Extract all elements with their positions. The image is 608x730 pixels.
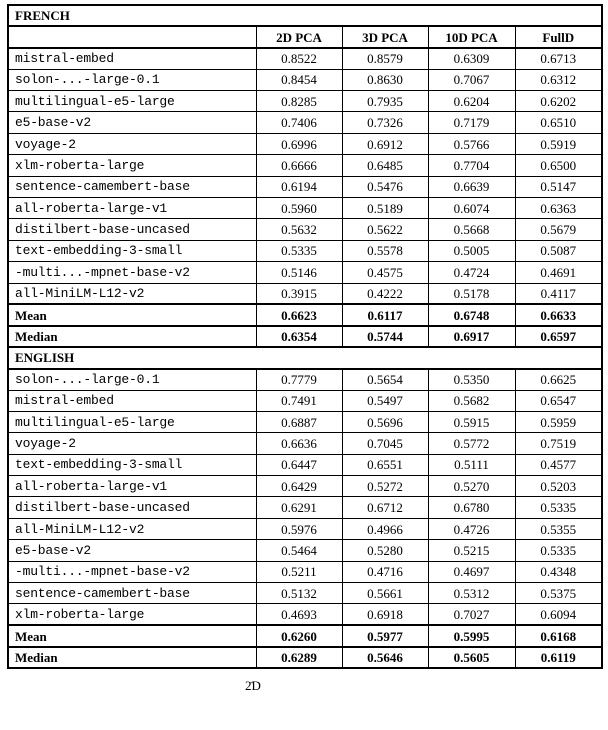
value-cell: 0.6887: [256, 411, 342, 432]
value-cell: 0.4575: [342, 262, 428, 283]
value-cell: 0.7935: [342, 91, 428, 112]
model-name-cell: distilbert-base-uncased: [8, 219, 256, 240]
model-name-cell: e5-base-v2: [8, 112, 256, 133]
value-cell: 0.6639: [428, 176, 515, 197]
value-cell: 0.6260: [256, 625, 342, 646]
value-cell: 0.8454: [256, 69, 342, 90]
value-cell: 0.4222: [342, 283, 428, 304]
value-cell: 0.5622: [342, 219, 428, 240]
value-cell: 0.5335: [256, 240, 342, 261]
table-row: [8, 369, 602, 390]
value-cell: 0.8579: [342, 48, 428, 69]
value-cell: 0.6168: [515, 625, 602, 646]
value-cell: 0.6354: [256, 326, 342, 347]
model-name-cell: sentence-camembert-base: [8, 583, 256, 604]
value-cell: 0.6485: [342, 155, 428, 176]
value-cell: 0.5632: [256, 219, 342, 240]
value-cell: 0.5977: [342, 625, 428, 646]
table-row: [8, 112, 602, 133]
model-name-cell: all-roberta-large-v1: [8, 198, 256, 219]
value-cell: 0.6597: [515, 326, 602, 347]
section-title-english: ENGLISH: [8, 347, 602, 368]
table-row: [8, 219, 602, 240]
column-header: 10D PCA: [428, 26, 515, 47]
value-cell: 0.5087: [515, 240, 602, 261]
value-cell: 0.4716: [342, 561, 428, 582]
table-row: [8, 283, 602, 304]
value-cell: 0.6996: [256, 133, 342, 154]
summary-label-cell: Mean: [8, 625, 256, 646]
value-cell: 0.4697: [428, 561, 515, 582]
value-cell: 0.6117: [342, 304, 428, 325]
value-cell: 0.4726: [428, 518, 515, 539]
caption-fragment: 2̄D: [245, 678, 261, 694]
value-cell: 0.4577: [515, 454, 602, 475]
table-row: [8, 390, 602, 411]
value-cell: 0.6429: [256, 476, 342, 497]
model-name-cell: xlm-roberta-large: [8, 604, 256, 625]
value-cell: 0.5497: [342, 390, 428, 411]
value-cell: 0.5959: [515, 411, 602, 432]
table-row: [8, 518, 602, 539]
value-cell: 0.5178: [428, 283, 515, 304]
value-cell: 0.5976: [256, 518, 342, 539]
value-cell: 0.6780: [428, 497, 515, 518]
value-cell: 0.4724: [428, 262, 515, 283]
model-name-cell: solon-...-large-0.1: [8, 369, 256, 390]
value-cell: 0.4693: [256, 604, 342, 625]
table-row: [8, 561, 602, 582]
value-cell: 0.6912: [342, 133, 428, 154]
value-cell: 0.5111: [428, 454, 515, 475]
value-cell: 0.4117: [515, 283, 602, 304]
value-cell: 0.6309: [428, 48, 515, 69]
value-cell: 0.5215: [428, 540, 515, 561]
value-cell: 0.5132: [256, 583, 342, 604]
value-cell: 0.4348: [515, 561, 602, 582]
table-row: [8, 604, 602, 625]
results-table: [7, 4, 603, 669]
value-cell: 0.7326: [342, 112, 428, 133]
value-cell: 0.8285: [256, 91, 342, 112]
value-cell: 0.5280: [342, 540, 428, 561]
value-cell: 0.7179: [428, 112, 515, 133]
value-cell: 0.5646: [342, 647, 428, 668]
model-name-cell: mistral-embed: [8, 48, 256, 69]
column-header: 2D PCA: [256, 26, 342, 47]
value-cell: 0.6636: [256, 433, 342, 454]
value-cell: 0.5696: [342, 411, 428, 432]
column-header: 3D PCA: [342, 26, 428, 47]
value-cell: 0.5355: [515, 518, 602, 539]
table-row: [8, 240, 602, 261]
value-cell: 0.6748: [428, 304, 515, 325]
value-cell: 0.5189: [342, 198, 428, 219]
value-cell: 0.5146: [256, 262, 342, 283]
value-cell: 0.5476: [342, 176, 428, 197]
value-cell: 0.5203: [515, 476, 602, 497]
model-name-cell: -multi...-mpnet-base-v2: [8, 561, 256, 582]
value-cell: 0.5682: [428, 390, 515, 411]
table-row: [8, 304, 602, 325]
value-cell: 0.6363: [515, 198, 602, 219]
summary-label-cell: Median: [8, 647, 256, 668]
model-name-cell: sentence-camembert-base: [8, 176, 256, 197]
table-row: [8, 476, 602, 497]
value-cell: 0.6194: [256, 176, 342, 197]
table-row: [8, 326, 602, 347]
value-cell: 0.5147: [515, 176, 602, 197]
value-cell: 0.4691: [515, 262, 602, 283]
value-cell: 0.6289: [256, 647, 342, 668]
table-row: [8, 91, 602, 112]
value-cell: 0.6918: [342, 604, 428, 625]
model-name-cell: -multi...-mpnet-base-v2: [8, 262, 256, 283]
model-name-cell: text-embedding-3-small: [8, 454, 256, 475]
value-cell: 0.6633: [515, 304, 602, 325]
model-name-cell: e5-base-v2: [8, 540, 256, 561]
model-name-cell: voyage-2: [8, 433, 256, 454]
results-table-body: [8, 5, 602, 668]
value-cell: 0.6119: [515, 647, 602, 668]
value-cell: 0.5605: [428, 647, 515, 668]
value-cell: 0.5654: [342, 369, 428, 390]
value-cell: 0.5350: [428, 369, 515, 390]
value-cell: 0.4966: [342, 518, 428, 539]
table-row: [8, 411, 602, 432]
table-row: [8, 433, 602, 454]
value-cell: 0.5335: [515, 540, 602, 561]
column-header: FullD: [515, 26, 602, 47]
model-name-cell: mistral-embed: [8, 390, 256, 411]
model-name-cell: text-embedding-3-small: [8, 240, 256, 261]
value-cell: 0.5312: [428, 583, 515, 604]
table-row: [8, 454, 602, 475]
header-empty-cell: [8, 26, 256, 47]
value-cell: 0.5766: [428, 133, 515, 154]
value-cell: 0.5464: [256, 540, 342, 561]
summary-label-cell: Mean: [8, 304, 256, 325]
value-cell: 0.6551: [342, 454, 428, 475]
value-cell: 0.6074: [428, 198, 515, 219]
model-name-cell: voyage-2: [8, 133, 256, 154]
value-cell: 0.6204: [428, 91, 515, 112]
table-row: [8, 647, 602, 668]
value-cell: 0.6547: [515, 390, 602, 411]
value-cell: 0.6510: [515, 112, 602, 133]
value-cell: 0.7067: [428, 69, 515, 90]
table-row: [8, 497, 602, 518]
value-cell: 0.6623: [256, 304, 342, 325]
value-cell: 0.6713: [515, 48, 602, 69]
value-cell: 0.5272: [342, 476, 428, 497]
value-cell: 0.6447: [256, 454, 342, 475]
value-cell: 0.8630: [342, 69, 428, 90]
value-cell: 0.6312: [515, 69, 602, 90]
value-cell: 0.5919: [515, 133, 602, 154]
value-cell: 0.5661: [342, 583, 428, 604]
model-name-cell: all-MiniLM-L12-v2: [8, 283, 256, 304]
model-name-cell: all-MiniLM-L12-v2: [8, 518, 256, 539]
value-cell: 0.3915: [256, 283, 342, 304]
value-cell: 0.7406: [256, 112, 342, 133]
value-cell: 0.6666: [256, 155, 342, 176]
value-cell: 0.5744: [342, 326, 428, 347]
table-row: [8, 198, 602, 219]
table-row: [8, 262, 602, 283]
value-cell: 0.6094: [515, 604, 602, 625]
value-cell: 0.5668: [428, 219, 515, 240]
value-cell: 0.5375: [515, 583, 602, 604]
value-cell: 0.5772: [428, 433, 515, 454]
value-cell: 0.6202: [515, 91, 602, 112]
table-row: [8, 176, 602, 197]
value-cell: 0.5211: [256, 561, 342, 582]
table-row: [8, 48, 602, 69]
model-name-cell: solon-...-large-0.1: [8, 69, 256, 90]
value-cell: 0.6712: [342, 497, 428, 518]
value-cell: 0.5005: [428, 240, 515, 261]
value-cell: 0.7779: [256, 369, 342, 390]
value-cell: 0.6291: [256, 497, 342, 518]
value-cell: 0.6500: [515, 155, 602, 176]
value-cell: 0.5995: [428, 625, 515, 646]
model-name-cell: multilingual-e5-large: [8, 91, 256, 112]
value-cell: 0.5915: [428, 411, 515, 432]
value-cell: 0.7045: [342, 433, 428, 454]
value-cell: 0.5335: [515, 497, 602, 518]
value-cell: 0.6625: [515, 369, 602, 390]
value-cell: 0.7704: [428, 155, 515, 176]
value-cell: 0.5679: [515, 219, 602, 240]
table-row: [8, 583, 602, 604]
value-cell: 0.5270: [428, 476, 515, 497]
value-cell: 0.7027: [428, 604, 515, 625]
model-name-cell: multilingual-e5-large: [8, 411, 256, 432]
value-cell: 0.7491: [256, 390, 342, 411]
value-cell: 0.6917: [428, 326, 515, 347]
table-row: [8, 155, 602, 176]
table-row: [8, 625, 602, 646]
summary-label-cell: Median: [8, 326, 256, 347]
value-cell: 0.8522: [256, 48, 342, 69]
section-title-french: FRENCH: [8, 5, 602, 26]
model-name-cell: distilbert-base-uncased: [8, 497, 256, 518]
table-row: [8, 69, 602, 90]
table-row: [8, 133, 602, 154]
value-cell: 0.5960: [256, 198, 342, 219]
value-cell: 0.5578: [342, 240, 428, 261]
model-name-cell: xlm-roberta-large: [8, 155, 256, 176]
model-name-cell: all-roberta-large-v1: [8, 476, 256, 497]
value-cell: 0.7519: [515, 433, 602, 454]
table-row: [8, 540, 602, 561]
